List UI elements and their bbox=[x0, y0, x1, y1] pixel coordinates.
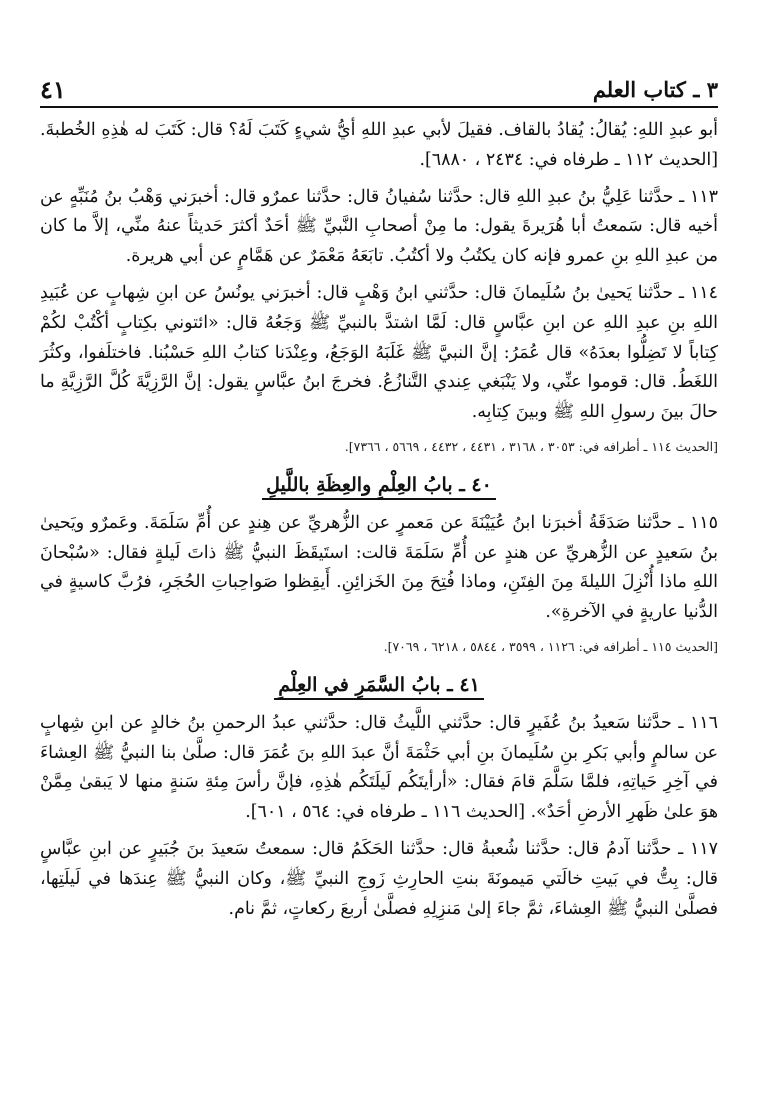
hadith-113: ١١٣ ـ حدَّثنا عَلِيُّ بنُ عبدِ اللهِ قال: حدَّثنا سُفيانُ قال: حدَّثنا عمرٌو قال: أخبرَني وَهْبُ بنُ مُنَبِّهٍ عن أخيه قال: سَمعتُ أبا هُرَيرةَ يقول: ما مِنْ أصحابِ النَّبيِّ ﷺ أحَدٌ أكثرَ حَديثاً عنهُ منِّي، إلاَّ ما كان من عبدِ اللهِ بنِ عمرو فإنه كان يكتُبُ ولا أكتُبُ. تابَعَهُ مَعْمَرٌ عن هَمَّامٍ عن أبي هريرة. bbox=[40, 186, 718, 267]
hadith-114-reference: [الحديث ١١٤ ـ أطرافه في: ٣٠٥٣ ، ٣١٦٨ ، ٤٤٣١ ، ٤٤٣٢ ، ٥٦٦٩ ، ٧٣٦٦]. bbox=[344, 438, 718, 454]
hadith-117: ١١٧ ـ حدَّثنا آدمُ قال: حدَّثنا شُعبةُ قال: حدَّثنا الحَكَمُ قال: سمعتُ سَعيدَ بنَ جُبَيرٍ عن ابنِ عبَّاسٍ قال: بِتُّ في بَيتِ خالَتي مَيمونَةَ بنتِ الحارِثِ زَوجِ النبيِّ ﷺ، وكان النبيُّ ﷺ عِندَها في لَيلَتِها، فصلَّىٰ النبيُّ ﷺ العِشاءَ، ثمَّ جاءَ إلىٰ مَنزِلِهِ فصلَّىٰ أربعَ ركعاتٍ، ثمَّ نام. bbox=[40, 838, 718, 919]
page-number: ٤١ bbox=[40, 75, 66, 104]
hadith-116: ١١٦ ـ حدَّثنا سَعيدُ بنُ عُفَيرٍ قال: حدَّثني اللَّيثُ قال: حدَّثني عبدُ الرحمنِ بنُ خالدٍ عن ابنِ شِهابٍ عن سالمٍ وأبي بَكرِ بنِ سُلَيمانَ بنِ أبي حَثْمَةَ أنَّ عبدَ اللهِ بنَ عُمَرَ قال: صلَّىٰ بنا النبيُّ ﷺ العِشاءَ في آخِرِ حَياتِهِ، فلمَّا سَلَّمَ قامَ فقال: «أرأيتَكُم لَيلَتَكُم هٰذِهِ، فإنَّ رأسَ مِئةِ سَنةٍ منها لا يَبقىٰ مِمَّنْ هوَ علىٰ ظَهرِ الأرضِ أحَدٌ». [الحديث ١١٦ ـ طرفاه في: ٥٦٤ ، ٦٠١]. bbox=[40, 712, 718, 823]
hadith-115-reference: [الحديث ١١٥ ـ أطرافه في: ١١٢٦ ، ٣٥٩٩ ، ٥٨٤٤ ، ٦٢١٨ ، ٧٠٦٩]. bbox=[383, 638, 718, 654]
chapter-title: ٣ ـ كتاب العلم bbox=[592, 77, 718, 102]
page-body bbox=[40, 116, 718, 931]
chapter-heading-40 bbox=[40, 471, 718, 501]
hadith-114: ١١٤ ـ حدَّثنا يَحيىٰ بنُ سُلَيمانَ قال: حدَّثني ابنُ وَهْبٍ قال: أخبرَني يونُسُ عن ابنِ شِهابٍ عن عُبَيدِ اللهِ بنِ عبدِ اللهِ عن ابنِ عبَّاسٍ قال: لَمَّا اشتدَّ بالنبيِّ ﷺ وَجَعُهُ قال: «ائتوني بكِتابٍ أكْتُبْ لكُمْ كِتاباً لا تَضِلُّوا بعدَهُ» قال عُمَرُ: إنَّ النبيَّ ﷺ غَلَبَهُ الوَجَعُ، وعِنْدَنا كتابُ اللهِ حَسْبُنا. فاختلَفوا، وكثُرَ اللغَطُ. قال: قوموا عنِّي، ولا يَنْبَغي عِندي التَّنازُعُ. فخرجَ ابنُ عبَّاسٍ يقول: إنَّ الرَّزِيَّةَ كُلَّ الرَّزِيَّةِ ما حالَ بينَ رسولِ اللهِ ﷺ وبينَ كِتابِه. bbox=[40, 282, 718, 423]
page-header bbox=[40, 70, 718, 108]
chapter-heading-40-text: ٤٠ ـ بابُ العِلْمِ والعِظَةِ باللَّيلِ bbox=[262, 474, 496, 500]
paragraph-continuation: أبو عبدِ اللهِ: يُقالُ: يُقادُ بالقاف. فقيلَ لأبي عبدِ اللهِ أيُّ شيءٍ كَتَبَ لَهُ؟ قال: كَتَبَ له هٰذِهِ الخُطبةَ. [الحديث ١١٢ ـ طرفاه في: ٢٤٣٤ ، ٦٨٨٠]. bbox=[40, 120, 718, 170]
chapter-heading-41-text: ٤١ ـ بابُ السَّمَرِ في العِلْمِ bbox=[274, 674, 484, 700]
hadith-115: ١١٥ ـ حدَّثنا صَدَقَةُ أخبرَنا ابنُ عُيَيْنَةَ عن مَعمرٍ عن الزُّهريِّ عن هِندٍ عن أُمِّ سَلَمَةَ. وعَمرٌو ويَحيىٰ بنُ سَعيدٍ عن الزُّهريِّ عن هندٍ عن أُمِّ سَلَمَةَ قالت: استَيقَظَ النبيُّ ﷺ ذاتَ لَيلةٍ فقال: «سُبْحانَ اللهِ ماذا أُنْزِلَ الليلةَ مِنَ الفِتَنِ، وماذا فُتِحَ مِنَ الخَزائِنِ. أَيقِظوا صَواحِباتِ الحُجَرِ، فرُبَّ كاسيةٍ في الدُّنيا عاريةٍ في الآخرةِ». bbox=[40, 512, 718, 623]
chapter-heading-41 bbox=[40, 671, 718, 701]
